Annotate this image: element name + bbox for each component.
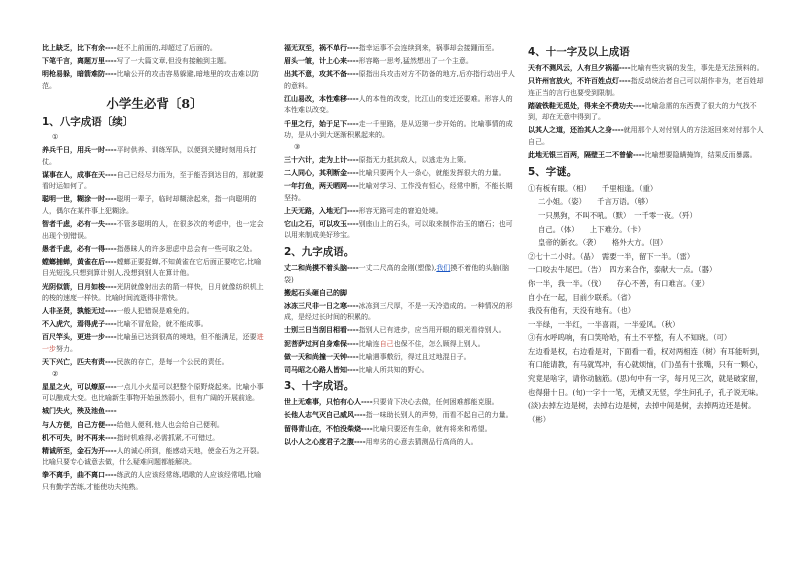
- idiom-entry: [528, 149, 768, 162]
- idiom-term: 只许州官放火，不许百姓点灯----: [528, 76, 631, 86]
- idiom-term: 搬起石头砸自己的脚: [284, 287, 347, 297]
- idiom-entry: [284, 180, 516, 204]
- idiom-entry: [42, 405, 267, 418]
- idiom-definition: 人的诚心所到，能感动天地，使金石为之开裂。比喻只要专心诚意去做，什么疑难问题都能解决。: [42, 446, 264, 467]
- idiom-entry: [42, 445, 267, 469]
- idiom-definition: 练武的人应该经常练,唱歌的人应该经常唱,比喻只有勤学苦练,才能使功夫纯熟。: [42, 471, 262, 491]
- idiom-term: 士别三日当刮目相看----: [284, 325, 359, 335]
- idiom-term: 长他人志气灭自己威风----: [284, 410, 366, 420]
- idiom-definition: 就用那个人对付别人的方法返回来对付那个人自己。: [528, 126, 764, 147]
- idiom-definition-tail: 也保不住，怎么顾得上别人。: [393, 339, 485, 348]
- idiom-term: 上天无路，入地无门----: [284, 205, 359, 215]
- idiom-definition: 原指出兵攻击对方不防备的地方,后亦指行动出乎人的意料。: [284, 70, 515, 90]
- idiom-definition: 人的本性的改变，比江山的变迁还要难。形容人的本性难以改变。: [284, 94, 513, 115]
- idiom-term: 福无双至，祸不单行----: [284, 43, 359, 52]
- idiom-definition: 比喻不冒危险，就不能成事。: [116, 320, 208, 329]
- idiom-entry: [284, 300, 516, 324]
- idiom-entry: [42, 169, 267, 193]
- idiom-definition-tail: 摸不着他的头脑(脑袋): [284, 264, 510, 284]
- idiom-definition: 指反动统治者自己可以胡作非为，老百姓却连正当的言行也要受到限制。: [528, 77, 764, 97]
- idiom-term: 机不可失，时不再来----: [42, 432, 117, 442]
- idiom-entry: [284, 68, 516, 92]
- riddle-line: ②七十二小时。（晶） 需要一半，留下一半。（雷）: [528, 251, 695, 261]
- riddle-line: 自小在一起，目前少联系。（省）: [528, 292, 636, 302]
- highlighted-text: 进一步: [42, 333, 264, 353]
- idiom-term: 拳不离手，曲不离口----: [42, 470, 117, 480]
- idiom-entry: [284, 154, 516, 167]
- idiom-definition-tail: 努力。: [56, 344, 77, 353]
- idiom-entry: [284, 55, 516, 68]
- idiom-definition: 给他人便利,他人也会给自己便利。: [116, 420, 224, 429]
- idiom-term: 光阴似箭，日月如梭----: [42, 281, 117, 291]
- idiom-entry: [528, 62, 768, 75]
- idiom-term: 千里之行，始于足下----: [284, 118, 359, 128]
- heading-ten-char: 3、十字成语。: [284, 380, 355, 393]
- idiom-entry: [284, 167, 516, 180]
- riddle-line: 一只黑狗，不叫不吼。（默） 一千零一夜。（歼）: [538, 210, 697, 220]
- idiom-term: 比上缺乏，比下有余----: [42, 43, 117, 52]
- idiom-definition: 一点儿小火星可以把整个原野烧起来。比喻小事可以酿成大变。也比喻新生事物开始虽然弱小，但有广阔的开展前途。: [42, 382, 264, 403]
- idiom-term: 司马昭之心路人皆知----: [284, 364, 359, 374]
- idiom-term: 不入虎穴，焉得虎子----: [42, 319, 117, 329]
- idiom-definition: 比喻遇事敷衍，得过且过地混日子。: [358, 352, 471, 361]
- idiom-term: 愚者千虑，必有一得----: [42, 243, 117, 253]
- heading-nine-char: 2、九字成语。: [284, 246, 355, 258]
- idiom-definition: 指时机难得,必需抓紧,不可错过。: [116, 433, 220, 442]
- idiom-entry: [284, 42, 516, 55]
- idiom-definition: 聪明一辈子，临时却糊涂起来，指一向聪明的人，偶尔在某件事上犯糊涂。: [42, 195, 257, 215]
- idiom-definition: 形容略一思考,猛然想出了一个主意。: [358, 57, 473, 66]
- idiom-definition: 比喻想要隐瞒掩饰，结果反而暴露。: [644, 151, 757, 160]
- idiom-term: 以其人之道，还治其人之身----: [528, 125, 624, 135]
- riddle-line: 一口咬去牛尾巴。（告） 四方来合作，泰献大一点。（器）: [528, 265, 717, 275]
- idiom-entry: [42, 432, 267, 445]
- idiom-term: 百尺竿头，更进一步----: [42, 332, 117, 342]
- idiom-definition: 冰冻到三尺厚，不是一天冷造成的。一种情况的形成，是经过长时间的积累的。: [284, 301, 513, 322]
- riddle-line: ③有水呼呜响，有口笑哈哈，有土不平整，有人不知晓。（可）: [528, 333, 732, 343]
- idiom-term: 下笔千言，离题万里----: [42, 56, 117, 66]
- idiom-entry: [42, 305, 267, 318]
- idiom-entry: [528, 100, 768, 124]
- idiom-entry: [284, 205, 516, 218]
- idiom-entry: [284, 287, 516, 300]
- heading-eight-char: 1、八字成语〔续〕: [42, 116, 134, 129]
- idiom-definition: 不管多聪明的人，在很多次的考虑中，也一定会出现个别错误。: [42, 220, 264, 240]
- idiom-term: 人非圣贤，孰能无过----: [42, 306, 117, 316]
- riddle-line: 你一半，我一半。（伐） 存心不善，有口难言。（亚）: [528, 278, 710, 288]
- riddle-line: 我没有他有，天没有地有。（也）: [528, 306, 636, 316]
- idiom-definition: 指一味助长别人的声势，而看不起自己的力量。: [365, 411, 513, 420]
- idiom-entry: [284, 118, 516, 142]
- idiom-definition: 比喻虽已达到很高的境地，但不能满足，还要: [116, 333, 257, 342]
- idiom-definition: 螳螂正要捉蝉,不知黄雀在它后面正要吃它,比喻目光短浅,只想到算计别人,没想到别人在算计他。: [42, 257, 262, 278]
- idiom-entry: [42, 193, 267, 217]
- idiom-definition: 比喻连: [358, 339, 380, 348]
- idiom-entry: [284, 409, 516, 422]
- idiom-entry: [42, 42, 267, 55]
- idiom-definition: 比喻人所共知的野心。: [358, 365, 429, 374]
- idiom-entry: [42, 469, 267, 493]
- idiom-definition: 指愚昧人的许多思虑中总会有一些可取之处。: [116, 244, 257, 253]
- column-3: [528, 42, 768, 426]
- idiom-entry: [42, 144, 267, 168]
- riddle-line: 二小姐。（姿） 千言万语。（够）: [538, 197, 653, 207]
- idiom-term: 泥菩萨过河自身难保----: [284, 338, 359, 348]
- column-2: [284, 42, 516, 449]
- idiom-entry: [284, 364, 516, 377]
- idiom-definition: 指幸运事不会连续到来，祸事却会接踵而至。: [358, 44, 499, 52]
- idiom-definition: 赶不上前面的,却超过了后面的。: [116, 44, 217, 52]
- idiom-term: 星星之火，可以燎原----: [42, 381, 117, 391]
- idiom-definition: 比喻急需的东西费了很大的力气找不到，却在无意中得到了。: [528, 101, 757, 122]
- idiom-definition: 原指无力抵抗敌人，以逃走为上策。: [358, 155, 471, 164]
- hyperlink-text[interactable]: 我们: [436, 264, 451, 272]
- idiom-term: 出其不意，攻其不备----: [284, 69, 359, 79]
- idiom-definition: 平时供养、训练军队，以便到关键时刻用兵打仗。: [42, 145, 257, 166]
- idiom-term: 二人同心，其利断金----: [284, 167, 359, 177]
- idiom-term: 明枪易躲，暗箭难防----: [42, 69, 117, 79]
- idiom-entry: [528, 75, 768, 99]
- idiom-term: 冰冻三尺非一日之寒----: [284, 300, 359, 310]
- idiom-definition: 一般人犯错误是难免的。: [116, 307, 194, 316]
- idiom-term: 丈二和尚摸不着头脑----: [284, 263, 359, 272]
- idiom-definition: 光阴就像射出去的箭一样快，日月就像纺织机上的梭的速度一样快。比喻时间流逝得非常快。: [42, 282, 264, 303]
- idiom-entry: [42, 218, 267, 242]
- idiom-entry: [42, 331, 267, 355]
- idiom-term: 螳螂捕蝉，黄雀在后----: [42, 256, 117, 266]
- idiom-term: 与人方便，自己方便----: [42, 419, 117, 429]
- riddle-line: 皇帝的新衣。（袭） 格外大方。（回）: [538, 238, 668, 248]
- idiom-term: 三十六计，走为上计----: [284, 154, 359, 164]
- section-index: ③: [294, 143, 301, 152]
- idiom-entry: [42, 419, 267, 432]
- idiom-entry: [42, 243, 267, 256]
- section-index: ①: [52, 133, 59, 142]
- idiom-term: 谋事在人，成事在天----: [42, 169, 117, 179]
- idiom-term: 它山之石，可以攻玉----: [284, 218, 359, 228]
- idiom-term: 踏破铁鞋无觅处，得来全不费功夫----: [528, 100, 645, 110]
- page-title: 小学生必背〔8〕: [106, 96, 203, 112]
- idiom-term: 精诚所至，金石为开----: [42, 445, 117, 455]
- idiom-definition: 比喻只要两个人一条心，就能发挥很大的力量。: [358, 168, 506, 177]
- idiom-entry: [284, 93, 516, 117]
- heading-eleven-char: 4、十一字及以上成语: [528, 46, 630, 58]
- idiom-definition: 比喻对学习、工作没有恒心，经常中断，不能长期坚持。: [284, 182, 513, 202]
- idiom-entry: [42, 318, 267, 331]
- idiom-entry: [284, 262, 516, 286]
- idiom-definition: 一丈二尺高的金刚(塑像),: [358, 264, 437, 272]
- idiom-definition: 走一千里路，是从迈第一步开始的。比喻事情的成功，是从小到大逐渐积累起来的。: [284, 119, 513, 140]
- idiom-term: 养兵千日，用兵一时----: [42, 144, 117, 154]
- idiom-term: 智者千虑，必有一失----: [42, 219, 117, 229]
- idiom-term: 一年打鱼，两天晒网----: [284, 181, 359, 191]
- idiom-term: 留得青山在，不怕没柴烧----: [284, 423, 373, 433]
- idiom-entry: [42, 55, 267, 68]
- idiom-entry: [42, 381, 267, 405]
- idiom-term: 此地无银三百两，隔壁王二不曾偷----: [528, 150, 645, 160]
- idiom-term: 江山易改，本性难移----: [284, 93, 359, 103]
- idiom-entry: [284, 351, 516, 364]
- riddle-line: 左边看是权，右边看是对，下面看一看，权对两相连（树）有耳能听到，有口能请教，有马就骂冲，有心就烦恼，(门)虽有十张嘴，只有一颗心，究竟是啥字，请你动脑筋。(思)句中有一字，每月见三次，就是破家留，也得猎十日。(旬)一字十一笔，无横又无竖，学生问孔子，孔子说无味。(淡)去掉左边是树，去掉右边是树，去掉中间是树，去掉两边还是树。（彬）: [528, 346, 765, 424]
- idiom-definition: 民族的存亡，是每一个公民的责任。: [116, 358, 229, 367]
- idiom-entry: [284, 396, 516, 409]
- riddle-line: 一半绿，一半红，一半喜雨，一半爱风。（秋）: [528, 319, 680, 329]
- idiom-term: 以小人之心度君子之腹----: [284, 436, 366, 446]
- idiom-entry: [284, 324, 516, 337]
- idiom-entry: [284, 218, 516, 242]
- idiom-entry: [42, 256, 267, 280]
- idiom-definition: 指别人已有进步，应当用开眼的眼光看待别人。: [358, 326, 506, 335]
- heading-riddles: 5、字谜。: [528, 165, 578, 178]
- idiom-entry: [284, 423, 516, 436]
- idiom-definition: 自己已经尽力而为，至于能否到达目的，那就要看时运如何了。: [42, 170, 264, 191]
- column-1: [42, 42, 267, 494]
- idiom-term: 做一天和尚撞一天钟----: [284, 351, 359, 361]
- idiom-entry: [42, 281, 267, 305]
- idiom-term: 聪明一世，糊涂一时----: [42, 194, 117, 204]
- idiom-definition: 用卑劣的心意去猜测品行高尚的人。: [365, 437, 478, 446]
- idiom-definition: 只要肯下决心去做，任何困难都能克服。: [372, 398, 499, 407]
- idiom-term: 天下兴亡，匹夫有责----: [42, 357, 117, 367]
- idiom-term: 世上无难事，只怕有心人----: [284, 397, 373, 407]
- highlighted-text: 自己: [379, 339, 394, 348]
- idiom-definition: 比喻公开的攻击容易躲避,暗地里的攻击难以防范。: [42, 70, 259, 90]
- idiom-definition: 别座山上的石头，可以取来制作治玉的磨石；也可以用来制成美好珍宝。: [284, 219, 513, 240]
- idiom-term: 天有不测风云，人有旦夕祸福----: [528, 63, 631, 72]
- idiom-definition: 写了一大篇文章,但没有接触到主题。: [116, 57, 231, 66]
- idiom-entry: [284, 338, 516, 351]
- idiom-entry: [42, 68, 267, 92]
- idiom-definition: 比喻有些灾祸的发生，事先是无法预料的。: [630, 64, 764, 72]
- riddle-line: 自己。（体） 上下难分。（卡）: [538, 224, 646, 234]
- idiom-entry: [528, 124, 768, 148]
- section-index: ②: [52, 370, 59, 379]
- idiom-term: 城门失火，殃及池鱼----: [42, 406, 117, 416]
- idiom-definition: 比喻只要还有生命，就有将来和希望。: [372, 424, 492, 433]
- idiom-entry: [284, 436, 516, 449]
- riddle-line: ①有板有眼。（相） 千里相逢。（重）: [528, 183, 658, 193]
- idiom-term: 眉头一皱，计上心来----: [284, 56, 359, 66]
- idiom-definition: 形容无路可走的窘迫处境。: [358, 206, 443, 215]
- idiom-entry: [42, 356, 267, 369]
